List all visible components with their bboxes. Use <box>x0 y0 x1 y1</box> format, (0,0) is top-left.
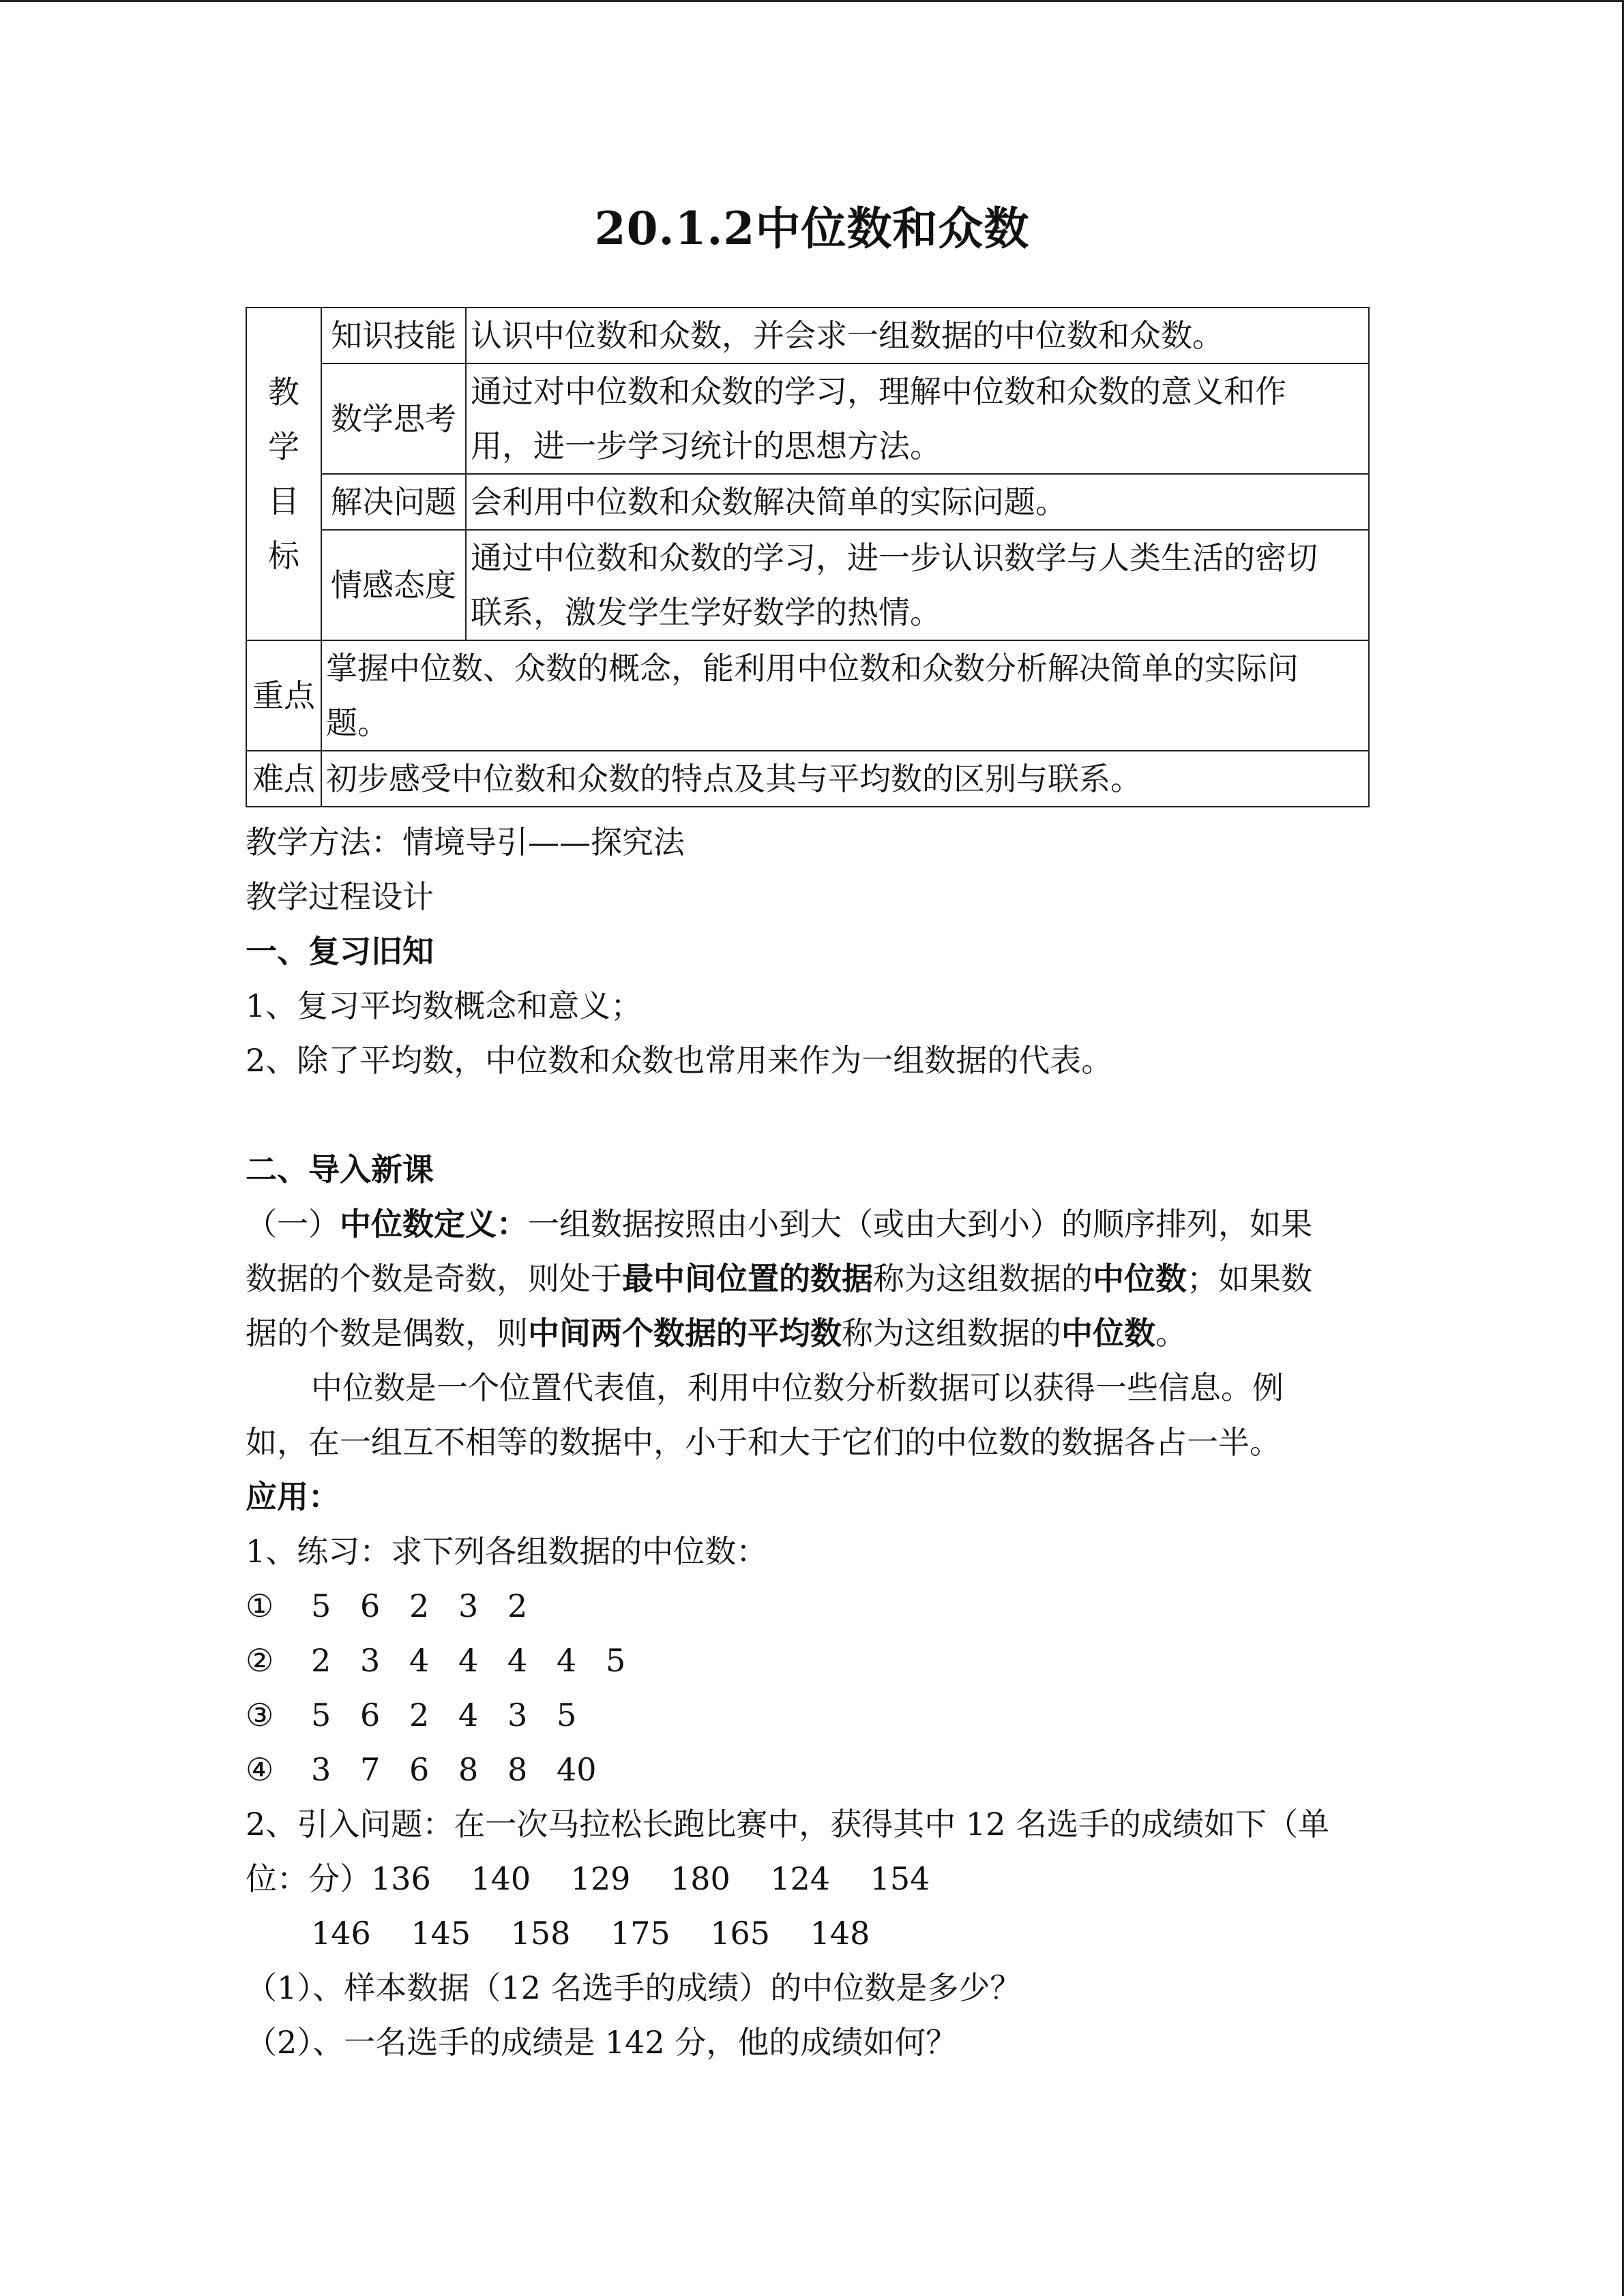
problem-intro: 2、引入问题：在一次马拉松长跑比赛中，获得其中 12 名选手的成绩如下（单 <box>246 1806 1330 1843</box>
section-heading: 二、导入新课 <box>246 1151 434 1188</box>
key-label: 重点 <box>246 640 321 751</box>
teaching-method: 教学方法：情境导引——探究法 <box>246 824 685 861</box>
spacer <box>246 1088 1378 1142</box>
content-thinking: 通过对中位数和众数的学习，理解中位数和众数的意义和作 用，进一步学习统计的思想方法。 <box>466 363 1369 474</box>
data-group: ② 2 3 4 4 4 4 5 <box>246 1642 626 1679</box>
key-content: 掌握中位数、众数的概念，能利用中位数和众数分析解决简单的实际问 题。 <box>321 640 1369 751</box>
top-border <box>0 0 1624 2</box>
data-group: ③ 5 6 2 4 3 5 <box>246 1697 577 1733</box>
apply-heading: 应用： <box>246 1478 340 1515</box>
exercise-prompt: 1、练习：求下列各组数据的中位数： <box>246 1533 768 1570</box>
process-heading: 教学过程设计 <box>246 878 434 915</box>
sub-label-thinking: 数学思考 <box>321 363 466 474</box>
table-row <box>246 308 1369 363</box>
definition-line: （一）中位数定义：一组数据按照由小到大（或由大到小）的顺序排列，如果 <box>246 1206 1312 1242</box>
definition-line: 数据的个数是奇数，则处于最中间位置的数据称为这组数据的中位数；如果数 <box>246 1260 1312 1297</box>
content-problem: 会利用中位数和众数解决简单的实际问题。 <box>466 474 1369 530</box>
difficulty-content: 初步感受中位数和众数的特点及其与平均数的区别与联系。 <box>321 751 1369 807</box>
table-row <box>246 474 1369 530</box>
content-knowledge: 认识中位数和众数，并会求一组数据的中位数和众数。 <box>466 308 1369 363</box>
paragraph-line: 中位数是一个位置代表值，利用中位数分析数据可以获得一些信息。例 <box>311 1369 1284 1406</box>
page-title: 20.1.2中位数和众数 <box>594 202 1030 255</box>
paragraph-line: 如，在一组互不相等的数据中，小于和大于它们的中位数的数据各占一半。 <box>246 1424 1281 1461</box>
review-item: 1、复习平均数概念和意义； <box>246 987 643 1024</box>
lesson-body <box>246 815 1378 2070</box>
goal-label: 教 学 目 标 <box>246 308 321 640</box>
scores-row: 位：分）136 140 129 180 124 154 <box>246 1860 930 1897</box>
objectives-table <box>246 307 1370 807</box>
sub-label-attitude: 情感态度 <box>321 530 466 640</box>
table-row <box>246 530 1369 640</box>
section-heading: 一、复习旧知 <box>246 933 434 970</box>
content-attitude: 通过中位数和众数的学习，进一步认识数学与人类生活的密切 联系，激发学生学好数学的热情。 <box>466 530 1369 640</box>
sub-label-problem: 解决问题 <box>321 474 466 530</box>
data-group: ① 5 6 2 3 2 <box>246 1587 528 1624</box>
review-item: 2、除了平均数，中位数和众数也常用来作为一组数据的代表。 <box>246 1042 1113 1079</box>
table-row <box>246 640 1369 751</box>
difficulty-label: 难点 <box>246 751 321 807</box>
definition-line: 据的个数是偶数，则中间两个数据的平均数称为这组数据的中位数。 <box>246 1315 1187 1352</box>
question: （1）、样本数据（12 名选手的成绩）的中位数是多少？ <box>246 1969 1022 2006</box>
data-group: ④ 3 7 6 8 8 40 <box>246 1751 597 1788</box>
table-row <box>246 363 1369 474</box>
scores-row: 146 145 158 175 165 148 <box>311 1915 870 1952</box>
table-row <box>246 751 1369 807</box>
question: （2）、一名选手的成绩是 142 分，他的成绩如何？ <box>246 2024 958 2061</box>
sub-label-knowledge: 知识技能 <box>321 308 466 363</box>
